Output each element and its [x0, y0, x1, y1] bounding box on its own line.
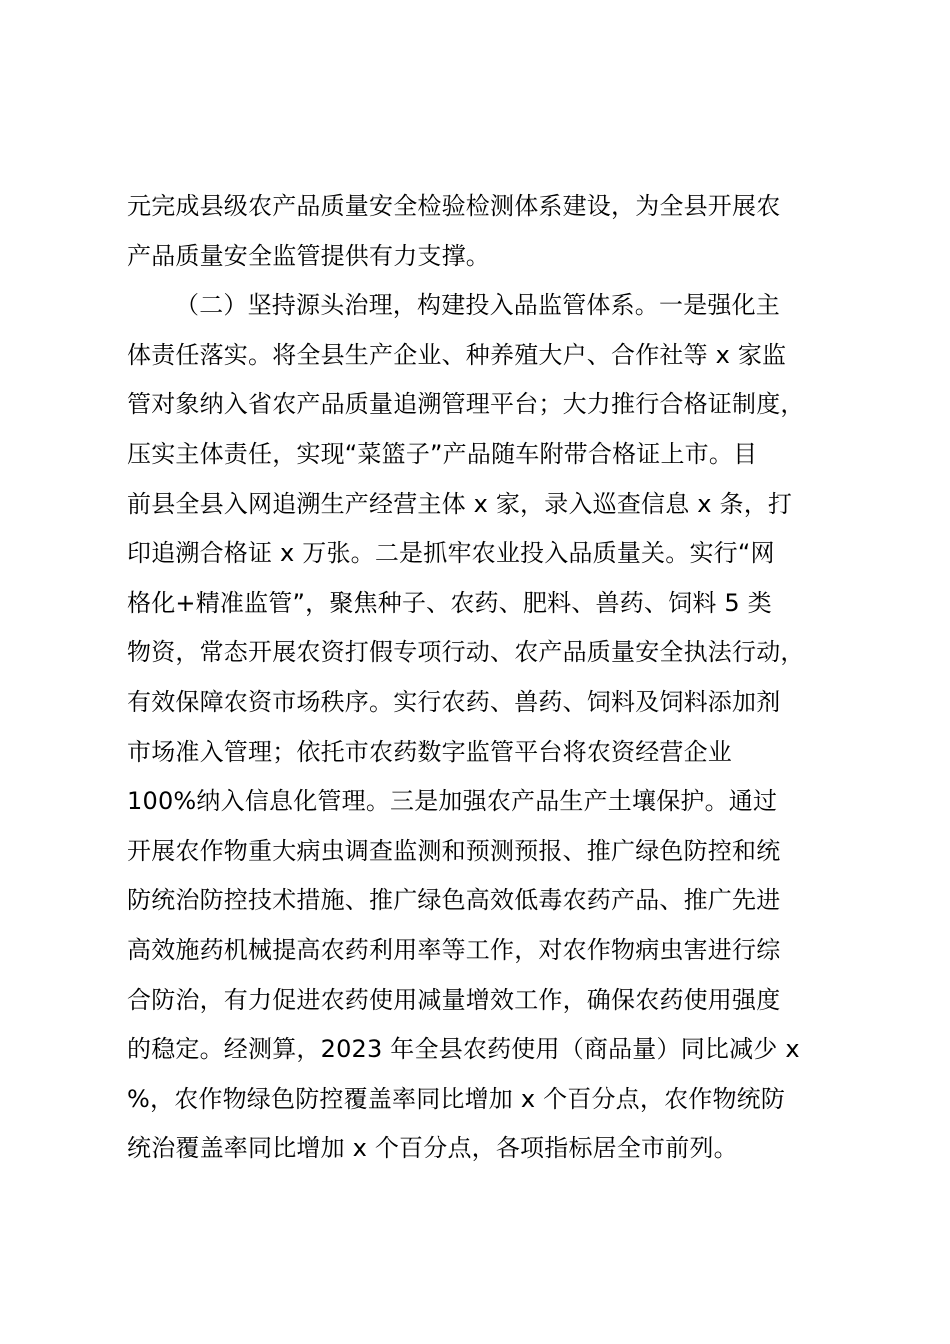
text-line: 开展农作物重大病虫调查监测和预测预报、推广绿色防控和统	[127, 836, 781, 865]
text-line: 统治覆盖率同比增加 x 个百分点，各项指标居全市前列。	[127, 1134, 738, 1163]
section-heading-line: （二）坚持源头治理，构建投入品监管体系。一是强化主	[175, 291, 780, 320]
text-line: 防统治防控技术措施、推广绿色高效低毒农药产品、推广先进	[127, 886, 781, 915]
text-line: 管对象纳入省农产品质量追溯管理平台；大力推行合格证制度，	[127, 390, 805, 419]
text-line: 有效保障农资市场秩序。实行农药、兽药、饲料及饲料添加剂	[127, 687, 781, 716]
body-text	[127, 182, 847, 1174]
text-line: 合防治，有力促进农药使用减量增效工作，确保农药使用强度	[127, 985, 781, 1014]
text-line: 格化+精准监管”，聚焦种子、农药、肥料、兽药、饲料 5 类	[127, 588, 772, 617]
text-line: 体责任落实。将全县生产企业、种养殖大户、合作社等 x 家监	[127, 340, 787, 369]
text-line: %，农作物绿色防控覆盖率同比增加 x 个百分点，农作物统防	[127, 1084, 786, 1113]
text-line: 产品质量安全监管提供有力支撑。	[127, 241, 490, 270]
text-line: 100%纳入信息化管理。三是加强农产品生产土壤保护。通过	[127, 787, 778, 816]
text-line: 压实主体责任，实现“菜篮子”产品随车附带合格证上市。目	[127, 439, 758, 468]
text-line: 元完成县级农产品质量安全检验检测体系建设，为全县开展农	[127, 192, 781, 220]
text-line: 前县全县入网追溯生产经营主体 x 家，录入巡查信息 x 条，打	[127, 489, 793, 518]
text-line: 物资，常态开展农资打假专项行动、农产品质量安全执法行动，	[127, 638, 805, 667]
text-line: 市场准入管理；依托市农药数字监管平台将农资经营企业	[127, 737, 732, 766]
text-line: 的稳定。经测算，2023 年全县农药使用（商品量）同比减少 x	[127, 1035, 800, 1064]
text-line: 高效施药机械提高农药利用率等工作，对农作物病虫害进行综	[127, 935, 781, 964]
text-line: 印追溯合格证 x 万张。二是抓牢农业投入品质量关。实行“网	[127, 539, 775, 568]
